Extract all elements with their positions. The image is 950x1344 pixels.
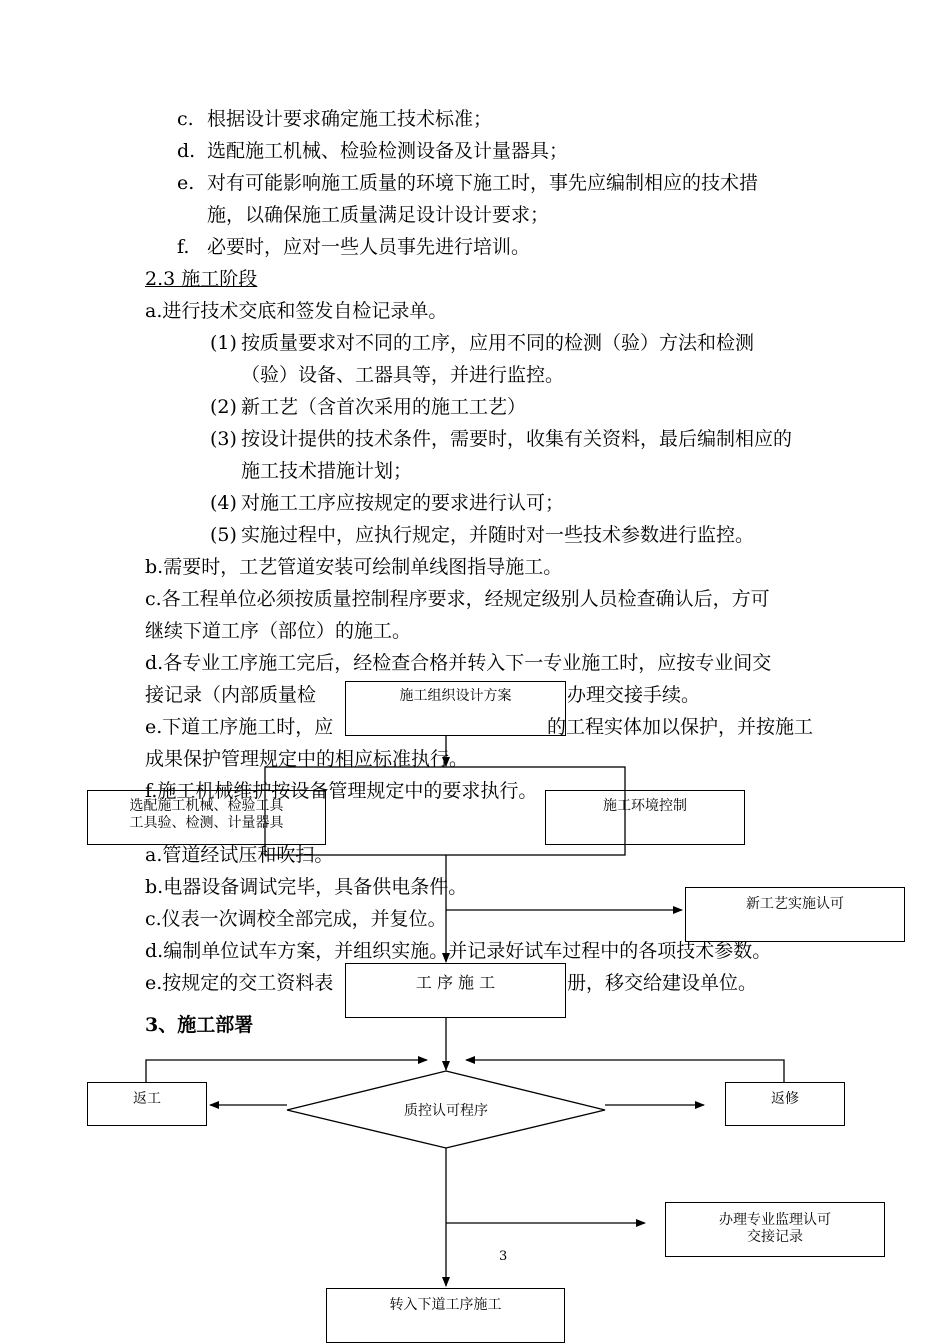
paragraph: 的工程实体加以保护，并按施工	[547, 716, 814, 738]
paragraph: d.各专业工序施工完后，经检查合格并转入下一专业施工时，应按专业间交	[145, 652, 772, 674]
paragraph: b.需要时，工艺管道安装可绘制单线图指导施工。	[145, 556, 563, 578]
paragraph: 继续下道工序（部位）的施工。	[145, 620, 412, 642]
paragraph: e.按规定的交工资料表	[145, 972, 334, 994]
numbered-text: 对施工工序应按规定的要求进行认可；	[241, 492, 565, 514]
paragraph: e.下道工序施工时，应	[145, 716, 334, 738]
list-text: 对有可能影响施工质量的环境下施工时，事先应编制相应的技术措	[207, 172, 759, 194]
paragraph: c.各工程单位必须按质量控制程序要求，经规定级别人员检查确认后，方可	[145, 588, 770, 610]
paragraph: b.电器设备调试完毕，具备供电条件。	[145, 876, 468, 898]
flow-box-process: 工 序 施 工	[345, 963, 566, 1018]
flow-box-plan: 施工组织设计方案	[345, 681, 566, 736]
numbered-label: (1)	[210, 332, 237, 354]
numbered-item-continuation: （验）设备、工器具等，并进行监控。	[241, 364, 565, 386]
paragraph: 册，移交给建设单位。	[567, 972, 758, 994]
list-text: 必要时，应对一些人员事先进行培训。	[207, 236, 531, 258]
paragraph: 接记录（内部质量检	[145, 684, 317, 706]
paragraph: c.仪表一次调校全部完成，并复位。	[145, 908, 447, 930]
list-label: d.	[177, 140, 196, 162]
paragraph: 成果保护管理规定中的相应标准执行。	[145, 748, 469, 770]
paragraph: a.管道经试压和吹扫。	[145, 844, 334, 866]
numbered-item-continuation: 施工技术措施计划；	[241, 460, 413, 482]
section-heading: 3、施工部署	[145, 1014, 254, 1036]
flow-box-rework: 返工	[87, 1082, 207, 1126]
flow-box-repair: 返修	[725, 1082, 845, 1126]
flow-box-supervision: 办理专业监理认可 交接记录	[665, 1202, 885, 1257]
list-text: 根据设计要求确定施工技术标准；	[207, 108, 493, 130]
section-heading: 2.3 施工阶段	[145, 268, 258, 290]
numbered-text: 按设计提供的技术条件，需要时，收集有关资料，最后编制相应的	[241, 428, 793, 450]
page-number: 3	[499, 1249, 508, 1264]
list-text: 选配施工机械、检验检测设备及计量器具；	[207, 140, 569, 162]
flow-box-environment: 施工环境控制	[545, 790, 745, 845]
list-item-continuation: 施，以确保施工质量满足设计设计要求；	[207, 204, 550, 226]
numbered-label: (3)	[210, 428, 237, 450]
numbered-text: 新工艺（含首次采用的施工工艺）	[241, 396, 527, 418]
list-label: f.	[177, 236, 190, 258]
paragraph: f.施工机械维护按设备管理规定中的要求执行。	[145, 780, 538, 802]
numbered-text: 按质量要求对不同的工序，应用不同的检测（验）方法和检测	[241, 332, 755, 354]
flow-box-new-process: 新工艺实施认可	[685, 887, 905, 942]
numbered-label: (5)	[210, 524, 237, 546]
list-label: c.	[177, 108, 194, 130]
numbered-text: 实施过程中，应执行规定，并随时对一些技术参数进行监控。	[241, 524, 755, 546]
flow-box-equipment: 选配施工机械、检验工具 工具验、检测、计量器具	[87, 790, 326, 845]
paragraph: d.编制单位试车方案，并组织实施。并记录好试车过程中的各项技术参数。	[145, 940, 772, 962]
paragraph: a.进行技术交底和签发自检记录单。	[145, 300, 448, 322]
numbered-label: (2)	[210, 396, 237, 418]
flow-diamond-label: 质控认可程序	[404, 1103, 488, 1119]
numbered-label: (4)	[210, 492, 237, 514]
paragraph: 办理交接手续。	[567, 684, 701, 706]
flow-box-next: 转入下道工序施工	[326, 1288, 565, 1343]
list-label: e.	[177, 172, 195, 194]
